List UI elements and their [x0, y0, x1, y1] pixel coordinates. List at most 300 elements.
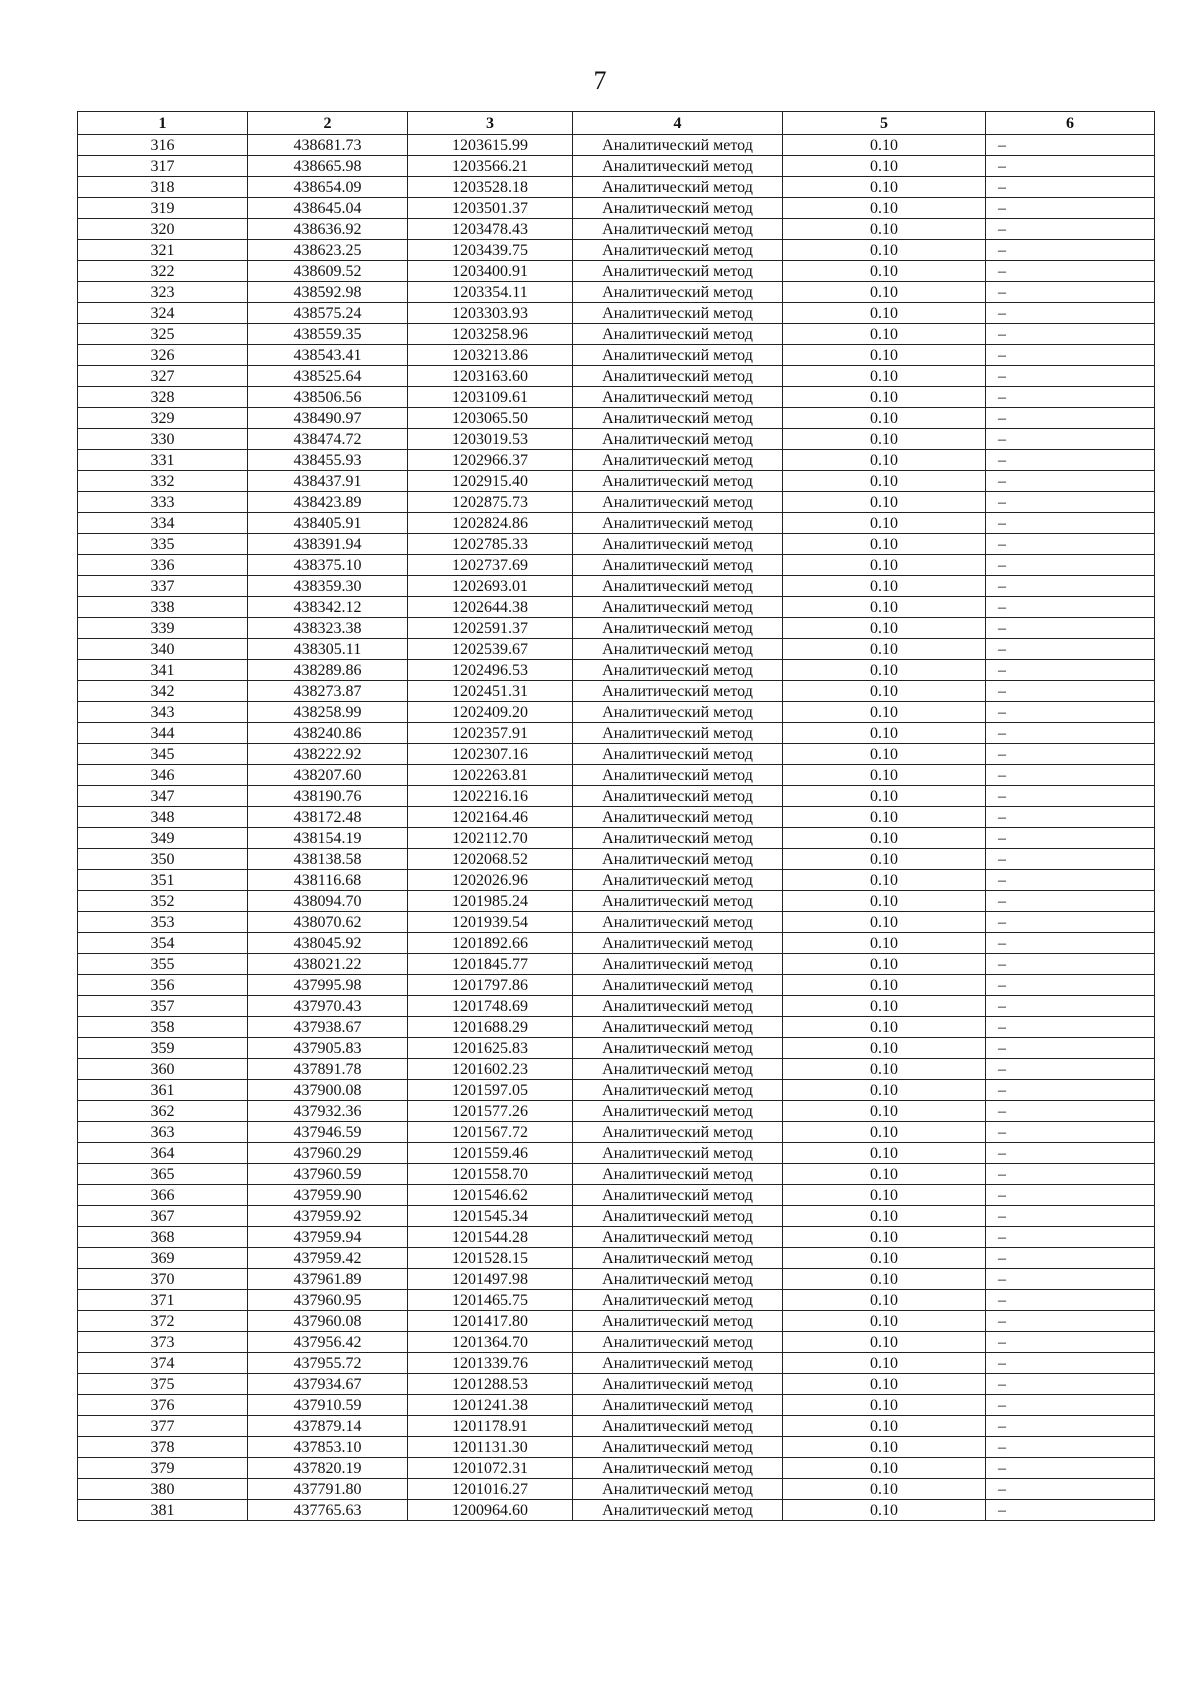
y-coordinate-cell: 1201465.75: [408, 1290, 573, 1311]
note-cell: –: [986, 1500, 1155, 1521]
method-cell: Аналитический метод: [573, 1038, 783, 1059]
note-cell: –: [986, 870, 1155, 891]
y-coordinate-cell: 1202915.40: [408, 471, 573, 492]
method-cell: Аналитический метод: [573, 660, 783, 681]
x-coordinate-cell: 438190.76: [248, 786, 408, 807]
note-cell: –: [986, 1374, 1155, 1395]
accuracy-cell: 0.10: [783, 1479, 986, 1500]
y-coordinate-cell: 1202693.01: [408, 576, 573, 597]
table-row: [78, 282, 1155, 303]
note-cell: –: [986, 702, 1155, 723]
y-coordinate-cell: 1201602.23: [408, 1059, 573, 1080]
table-row: [78, 744, 1155, 765]
accuracy-cell: 0.10: [783, 1017, 986, 1038]
table-row: [78, 429, 1155, 450]
point-number-cell: 337: [78, 576, 248, 597]
point-number-cell: 375: [78, 1374, 248, 1395]
point-number-cell: 323: [78, 282, 248, 303]
method-cell: Аналитический метод: [573, 765, 783, 786]
table-row: [78, 1164, 1155, 1185]
method-cell: Аналитический метод: [573, 1290, 783, 1311]
method-cell: Аналитический метод: [573, 219, 783, 240]
y-coordinate-cell: 1203303.93: [408, 303, 573, 324]
note-cell: –: [986, 429, 1155, 450]
page-number: 7: [593, 66, 607, 95]
note-cell: –: [986, 618, 1155, 639]
x-coordinate-cell: 437946.59: [248, 1122, 408, 1143]
point-number-cell: 373: [78, 1332, 248, 1353]
accuracy-cell: 0.10: [783, 870, 986, 891]
method-cell: Аналитический метод: [573, 996, 783, 1017]
x-coordinate-cell: 438437.91: [248, 471, 408, 492]
table-row: [78, 1458, 1155, 1479]
note-cell: –: [986, 1395, 1155, 1416]
accuracy-cell: 0.10: [783, 429, 986, 450]
method-cell: Аналитический метод: [573, 408, 783, 429]
x-coordinate-cell: 438636.92: [248, 219, 408, 240]
table-row: [78, 492, 1155, 513]
point-number-cell: 354: [78, 933, 248, 954]
x-coordinate-cell: 437960.59: [248, 1164, 408, 1185]
y-coordinate-cell: 1201339.76: [408, 1353, 573, 1374]
point-number-cell: 358: [78, 1017, 248, 1038]
x-coordinate-cell: 438665.98: [248, 156, 408, 177]
x-coordinate-cell: 438323.38: [248, 618, 408, 639]
method-cell: Аналитический метод: [573, 1122, 783, 1143]
y-coordinate-cell: 1201845.77: [408, 954, 573, 975]
accuracy-cell: 0.10: [783, 576, 986, 597]
accuracy-cell: 0.10: [783, 1080, 986, 1101]
x-coordinate-cell: 438359.30: [248, 576, 408, 597]
table-row: [78, 849, 1155, 870]
point-number-cell: 361: [78, 1080, 248, 1101]
method-cell: Аналитический метод: [573, 1269, 783, 1290]
accuracy-cell: 0.10: [783, 450, 986, 471]
y-coordinate-cell: 1201985.24: [408, 891, 573, 912]
accuracy-cell: 0.10: [783, 849, 986, 870]
y-coordinate-cell: 1201241.38: [408, 1395, 573, 1416]
method-cell: Аналитический метод: [573, 1311, 783, 1332]
point-number-cell: 378: [78, 1437, 248, 1458]
accuracy-cell: 0.10: [783, 786, 986, 807]
method-cell: Аналитический метод: [573, 1227, 783, 1248]
y-coordinate-cell: 1202451.31: [408, 681, 573, 702]
y-coordinate-cell: 1201559.46: [408, 1143, 573, 1164]
note-cell: –: [986, 1248, 1155, 1269]
x-coordinate-cell: 437956.42: [248, 1332, 408, 1353]
y-coordinate-cell: 1201577.26: [408, 1101, 573, 1122]
accuracy-cell: 0.10: [783, 387, 986, 408]
table-row: [78, 1311, 1155, 1332]
table-header-row: [78, 112, 1155, 135]
note-cell: –: [986, 240, 1155, 261]
table-row: [78, 387, 1155, 408]
note-cell: –: [986, 156, 1155, 177]
column-header-6: 6: [986, 112, 1155, 135]
y-coordinate-cell: 1202496.53: [408, 660, 573, 681]
accuracy-cell: 0.10: [783, 177, 986, 198]
note-cell: –: [986, 534, 1155, 555]
method-cell: Аналитический метод: [573, 954, 783, 975]
y-coordinate-cell: 1203065.50: [408, 408, 573, 429]
point-number-cell: 357: [78, 996, 248, 1017]
accuracy-cell: 0.10: [783, 912, 986, 933]
x-coordinate-cell: 437934.67: [248, 1374, 408, 1395]
accuracy-cell: 0.10: [783, 198, 986, 219]
point-number-cell: 338: [78, 597, 248, 618]
point-number-cell: 319: [78, 198, 248, 219]
accuracy-cell: 0.10: [783, 1269, 986, 1290]
accuracy-cell: 0.10: [783, 828, 986, 849]
y-coordinate-cell: 1201558.70: [408, 1164, 573, 1185]
x-coordinate-cell: 438342.12: [248, 597, 408, 618]
y-coordinate-cell: 1201939.54: [408, 912, 573, 933]
method-cell: Аналитический метод: [573, 912, 783, 933]
method-cell: Аналитический метод: [573, 534, 783, 555]
point-number-cell: 360: [78, 1059, 248, 1080]
method-cell: Аналитический метод: [573, 744, 783, 765]
table-row: [78, 597, 1155, 618]
accuracy-cell: 0.10: [783, 1500, 986, 1521]
table-row: [78, 996, 1155, 1017]
table-row: [78, 1500, 1155, 1521]
x-coordinate-cell: 438116.68: [248, 870, 408, 891]
note-cell: –: [986, 786, 1155, 807]
x-coordinate-cell: 438094.70: [248, 891, 408, 912]
x-coordinate-cell: 438240.86: [248, 723, 408, 744]
accuracy-cell: 0.10: [783, 1374, 986, 1395]
y-coordinate-cell: 1202112.70: [408, 828, 573, 849]
note-cell: –: [986, 1458, 1155, 1479]
method-cell: Аналитический метод: [573, 156, 783, 177]
x-coordinate-cell: 438222.92: [248, 744, 408, 765]
table-row: [78, 1374, 1155, 1395]
x-coordinate-cell: 437791.80: [248, 1479, 408, 1500]
note-cell: –: [986, 513, 1155, 534]
x-coordinate-cell: 438423.89: [248, 492, 408, 513]
method-cell: Аналитический метод: [573, 513, 783, 534]
x-coordinate-cell: 438070.62: [248, 912, 408, 933]
table-row: [78, 639, 1155, 660]
y-coordinate-cell: 1201417.80: [408, 1311, 573, 1332]
note-cell: –: [986, 1416, 1155, 1437]
y-coordinate-cell: 1203439.75: [408, 240, 573, 261]
note-cell: –: [986, 1227, 1155, 1248]
y-coordinate-cell: 1202539.67: [408, 639, 573, 660]
note-cell: –: [986, 303, 1155, 324]
x-coordinate-cell: 438207.60: [248, 765, 408, 786]
accuracy-cell: 0.10: [783, 219, 986, 240]
y-coordinate-cell: 1202357.91: [408, 723, 573, 744]
accuracy-cell: 0.10: [783, 1395, 986, 1416]
method-cell: Аналитический метод: [573, 1185, 783, 1206]
y-coordinate-cell: 1201546.62: [408, 1185, 573, 1206]
y-coordinate-cell: 1201528.15: [408, 1248, 573, 1269]
table-row: [78, 1122, 1155, 1143]
method-cell: Аналитический метод: [573, 702, 783, 723]
accuracy-cell: 0.10: [783, 765, 986, 786]
method-cell: Аналитический метод: [573, 786, 783, 807]
accuracy-cell: 0.10: [783, 723, 986, 744]
note-cell: –: [986, 912, 1155, 933]
method-cell: Аналитический метод: [573, 450, 783, 471]
method-cell: Аналитический метод: [573, 261, 783, 282]
coordinates-table: [77, 111, 1155, 1521]
method-cell: Аналитический метод: [573, 576, 783, 597]
point-number-cell: 350: [78, 849, 248, 870]
point-number-cell: 324: [78, 303, 248, 324]
method-cell: Аналитический метод: [573, 345, 783, 366]
table-row: [78, 1038, 1155, 1059]
table-row: [78, 1269, 1155, 1290]
table-row: [78, 408, 1155, 429]
method-cell: Аналитический метод: [573, 1017, 783, 1038]
note-cell: –: [986, 1206, 1155, 1227]
accuracy-cell: 0.10: [783, 1122, 986, 1143]
note-cell: –: [986, 933, 1155, 954]
table-row: [78, 1017, 1155, 1038]
method-cell: Аналитический метод: [573, 240, 783, 261]
note-cell: –: [986, 1143, 1155, 1164]
table-row: [78, 1479, 1155, 1500]
method-cell: Аналитический метод: [573, 1374, 783, 1395]
note-cell: –: [986, 1059, 1155, 1080]
note-cell: –: [986, 723, 1155, 744]
table-row: [78, 912, 1155, 933]
accuracy-cell: 0.10: [783, 1227, 986, 1248]
y-coordinate-cell: 1202068.52: [408, 849, 573, 870]
accuracy-cell: 0.10: [783, 282, 986, 303]
accuracy-cell: 0.10: [783, 513, 986, 534]
x-coordinate-cell: 437879.14: [248, 1416, 408, 1437]
x-coordinate-cell: 438021.22: [248, 954, 408, 975]
point-number-cell: 340: [78, 639, 248, 660]
note-cell: –: [986, 1080, 1155, 1101]
point-number-cell: 325: [78, 324, 248, 345]
y-coordinate-cell: 1201072.31: [408, 1458, 573, 1479]
method-cell: Аналитический метод: [573, 1206, 783, 1227]
note-cell: –: [986, 1332, 1155, 1353]
point-number-cell: 331: [78, 450, 248, 471]
method-cell: Аналитический метод: [573, 387, 783, 408]
y-coordinate-cell: 1201688.29: [408, 1017, 573, 1038]
point-number-cell: 356: [78, 975, 248, 996]
accuracy-cell: 0.10: [783, 1101, 986, 1122]
point-number-cell: 341: [78, 660, 248, 681]
note-cell: –: [986, 1353, 1155, 1374]
point-number-cell: 374: [78, 1353, 248, 1374]
note-cell: –: [986, 744, 1155, 765]
y-coordinate-cell: 1203501.37: [408, 198, 573, 219]
point-number-cell: 376: [78, 1395, 248, 1416]
accuracy-cell: 0.10: [783, 1143, 986, 1164]
y-coordinate-cell: 1203615.99: [408, 135, 573, 156]
method-cell: Аналитический метод: [573, 1101, 783, 1122]
y-coordinate-cell: 1201797.86: [408, 975, 573, 996]
x-coordinate-cell: 437938.67: [248, 1017, 408, 1038]
point-number-cell: 380: [78, 1479, 248, 1500]
table-row: [78, 1059, 1155, 1080]
point-number-cell: 353: [78, 912, 248, 933]
note-cell: –: [986, 366, 1155, 387]
table-row: [78, 660, 1155, 681]
table-row: [78, 1206, 1155, 1227]
point-number-cell: 349: [78, 828, 248, 849]
accuracy-cell: 0.10: [783, 240, 986, 261]
note-cell: –: [986, 345, 1155, 366]
point-number-cell: 351: [78, 870, 248, 891]
table-row: [78, 723, 1155, 744]
y-coordinate-cell: 1201497.98: [408, 1269, 573, 1290]
y-coordinate-cell: 1203258.96: [408, 324, 573, 345]
method-cell: Аналитический метод: [573, 198, 783, 219]
note-cell: –: [986, 807, 1155, 828]
point-number-cell: 322: [78, 261, 248, 282]
method-cell: Аналитический метод: [573, 282, 783, 303]
x-coordinate-cell: 438592.98: [248, 282, 408, 303]
note-cell: –: [986, 261, 1155, 282]
table-row: [78, 1437, 1155, 1458]
x-coordinate-cell: 437765.63: [248, 1500, 408, 1521]
method-cell: Аналитический метод: [573, 177, 783, 198]
point-number-cell: 362: [78, 1101, 248, 1122]
method-cell: Аналитический метод: [573, 1437, 783, 1458]
x-coordinate-cell: 437970.43: [248, 996, 408, 1017]
y-coordinate-cell: 1203354.11: [408, 282, 573, 303]
point-number-cell: 342: [78, 681, 248, 702]
y-coordinate-cell: 1201131.30: [408, 1437, 573, 1458]
note-cell: –: [986, 1101, 1155, 1122]
accuracy-cell: 0.10: [783, 933, 986, 954]
table-row: [78, 954, 1155, 975]
table-row: [78, 534, 1155, 555]
column-header-1: 1: [78, 112, 248, 135]
point-number-cell: 352: [78, 891, 248, 912]
table-row: [78, 891, 1155, 912]
y-coordinate-cell: 1202785.33: [408, 534, 573, 555]
table-row: [78, 345, 1155, 366]
method-cell: Аналитический метод: [573, 135, 783, 156]
point-number-cell: 370: [78, 1269, 248, 1290]
method-cell: Аналитический метод: [573, 597, 783, 618]
method-cell: Аналитический метод: [573, 1332, 783, 1353]
point-number-cell: 336: [78, 555, 248, 576]
point-number-cell: 381: [78, 1500, 248, 1521]
table-row: [78, 555, 1155, 576]
y-coordinate-cell: 1202409.20: [408, 702, 573, 723]
y-coordinate-cell: 1203478.43: [408, 219, 573, 240]
table-row: [78, 933, 1155, 954]
point-number-cell: 363: [78, 1122, 248, 1143]
method-cell: Аналитический метод: [573, 975, 783, 996]
method-cell: Аналитический метод: [573, 870, 783, 891]
method-cell: Аналитический метод: [573, 471, 783, 492]
method-cell: Аналитический метод: [573, 555, 783, 576]
accuracy-cell: 0.10: [783, 1290, 986, 1311]
y-coordinate-cell: 1202644.38: [408, 597, 573, 618]
x-coordinate-cell: 437959.90: [248, 1185, 408, 1206]
method-cell: Аналитический метод: [573, 1059, 783, 1080]
point-number-cell: 329: [78, 408, 248, 429]
table-row: [78, 1143, 1155, 1164]
accuracy-cell: 0.10: [783, 555, 986, 576]
y-coordinate-cell: 1203019.53: [408, 429, 573, 450]
x-coordinate-cell: 438455.93: [248, 450, 408, 471]
note-cell: –: [986, 954, 1155, 975]
table-body: [78, 135, 1155, 1521]
x-coordinate-cell: 437960.95: [248, 1290, 408, 1311]
table-row: [78, 1290, 1155, 1311]
note-cell: –: [986, 639, 1155, 660]
y-coordinate-cell: 1203163.60: [408, 366, 573, 387]
y-coordinate-cell: 1202737.69: [408, 555, 573, 576]
method-cell: Аналитический метод: [573, 1416, 783, 1437]
point-number-cell: 345: [78, 744, 248, 765]
accuracy-cell: 0.10: [783, 492, 986, 513]
note-cell: –: [986, 492, 1155, 513]
x-coordinate-cell: 438525.64: [248, 366, 408, 387]
x-coordinate-cell: 437960.29: [248, 1143, 408, 1164]
accuracy-cell: 0.10: [783, 1248, 986, 1269]
note-cell: –: [986, 828, 1155, 849]
point-number-cell: 365: [78, 1164, 248, 1185]
note-cell: –: [986, 765, 1155, 786]
accuracy-cell: 0.10: [783, 702, 986, 723]
accuracy-cell: 0.10: [783, 534, 986, 555]
table-row: [78, 471, 1155, 492]
point-number-cell: 321: [78, 240, 248, 261]
point-number-cell: 359: [78, 1038, 248, 1059]
accuracy-cell: 0.10: [783, 1332, 986, 1353]
table-row: [78, 156, 1155, 177]
note-cell: –: [986, 660, 1155, 681]
table-row: [78, 1227, 1155, 1248]
point-number-cell: 344: [78, 723, 248, 744]
table-row: [78, 1332, 1155, 1353]
accuracy-cell: 0.10: [783, 408, 986, 429]
table-row: [78, 828, 1155, 849]
note-cell: –: [986, 1437, 1155, 1458]
method-cell: Аналитический метод: [573, 1479, 783, 1500]
table-row: [78, 219, 1155, 240]
method-cell: Аналитический метод: [573, 849, 783, 870]
accuracy-cell: 0.10: [783, 1164, 986, 1185]
table-row: [78, 1080, 1155, 1101]
accuracy-cell: 0.10: [783, 660, 986, 681]
note-cell: –: [986, 471, 1155, 492]
note-cell: –: [986, 282, 1155, 303]
table-row: [78, 1248, 1155, 1269]
table-row: [78, 1395, 1155, 1416]
table-row: [78, 786, 1155, 807]
note-cell: –: [986, 1311, 1155, 1332]
x-coordinate-cell: 438258.99: [248, 702, 408, 723]
y-coordinate-cell: 1202164.46: [408, 807, 573, 828]
point-number-cell: 326: [78, 345, 248, 366]
accuracy-cell: 0.10: [783, 954, 986, 975]
y-coordinate-cell: 1203400.91: [408, 261, 573, 282]
y-coordinate-cell: 1201288.53: [408, 1374, 573, 1395]
x-coordinate-cell: 437995.98: [248, 975, 408, 996]
note-cell: –: [986, 1122, 1155, 1143]
y-coordinate-cell: 1200964.60: [408, 1500, 573, 1521]
point-number-cell: 316: [78, 135, 248, 156]
accuracy-cell: 0.10: [783, 1416, 986, 1437]
x-coordinate-cell: 438474.72: [248, 429, 408, 450]
table-row: [78, 618, 1155, 639]
x-coordinate-cell: 438559.35: [248, 324, 408, 345]
note-cell: –: [986, 555, 1155, 576]
